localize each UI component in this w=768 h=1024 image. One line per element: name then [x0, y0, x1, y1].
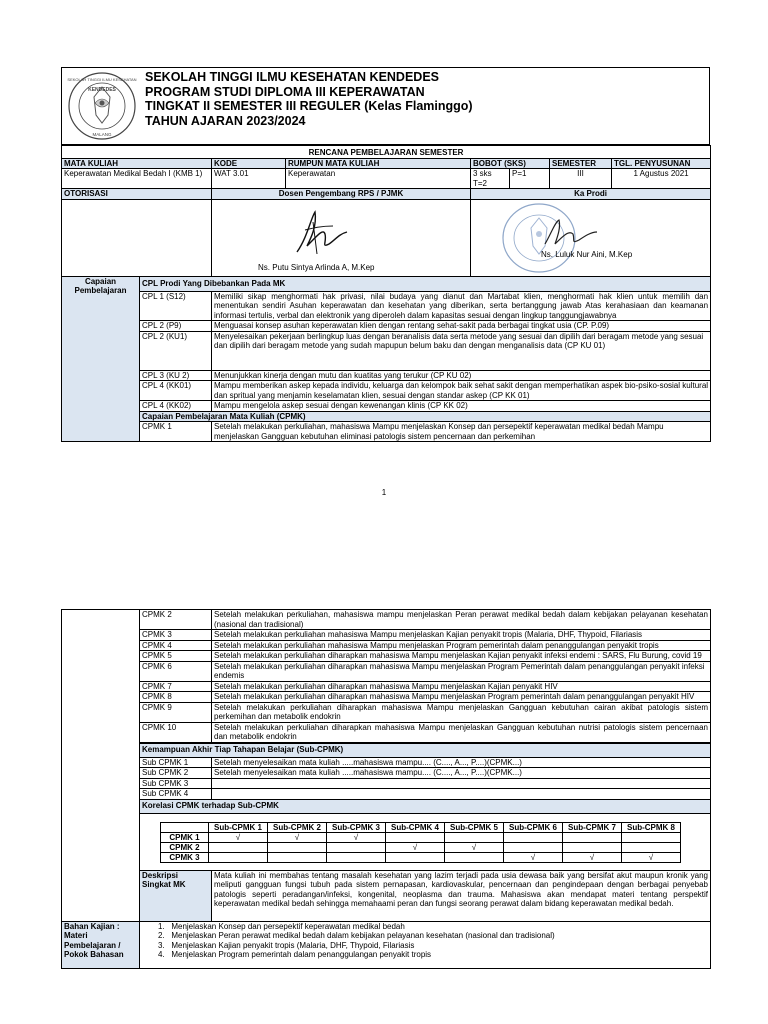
korelasi-row — [161, 832, 681, 842]
korelasi-col-header: Sub-CPMK 4 — [386, 822, 445, 832]
subcpmk-text: Setelah menyelesaikan mata kuliah .....mahasiswa mampu.... (C...., A..., P....)(CPMK...) — [212, 757, 711, 768]
cpmk-text: Setelah melakukan perkuliahan mahasiswa Mampu menjelaskan Kajian penyakit tropis (Malaria, DHF, Thypoid, Filariasis — [212, 630, 711, 641]
cpmk-row — [62, 702, 711, 722]
rps-page-2 — [61, 609, 710, 969]
bahan-label: Bahan Kajian : Materi Pembelajaran / Pokok Bahasan — [62, 921, 140, 968]
page-number: 1 — [381, 488, 387, 497]
korelasi-col-header: Sub-CPMK 2 — [268, 822, 327, 832]
kaprodi-signature-cell — [471, 199, 711, 276]
korelasi-cell-value — [386, 832, 445, 842]
course-semester: III — [550, 169, 612, 189]
cpmk-text: Setelah melakukan perkuliahan diharapkan mahasiswa Mampu menjelaskan Kajian penyakit HIV — [212, 681, 711, 692]
subcpmk-code: Sub CPMK 4 — [140, 789, 212, 800]
cpmk-row — [62, 651, 711, 662]
subcpmk-header: Kemampuan Akhir Tiap Tahapan Belajar (Sub-CPMK) — [140, 743, 711, 757]
cpl-text: Memiliki sikap menghormati hak privasi, nilai budaya yang dianut dan Martabat klien, menghormati hak klien untuk memilih dan menentukan sendiri Asuhan keperawatan dan kesehatan yang diberikan, serta bertanggung jawab Atas kerahasiaan dan keamanan informasi tertulis, verbal dan elektronik yang diperoleh dalam kapasitas sesuai dengan lingkup tanggungjawabnya — [212, 291, 711, 321]
cpmk-header: Capaian Pembelajaran Mata Kuliah (CPMK) — [140, 411, 711, 422]
subcpmk-text — [212, 778, 711, 789]
korelasi-cell-value — [622, 842, 681, 852]
cpmk-code: CPMK 9 — [140, 702, 212, 722]
course-name: Keperawatan Medikal Bedah I (KMB 1) — [62, 169, 212, 189]
course-p-value: P=1 — [510, 169, 550, 189]
deskripsi-label: Deskripsi Singkat MK — [140, 870, 212, 921]
cpl-text: Mampu memberikan askep kepada individu, keluarga dan kelompok baik sehat sakit dengan memperhatikan aspek bio-psiko-sosial kultural dan spritual yang menjamin keselamatan klien, sesuai dengan standar askep (CP KK 01) — [212, 381, 711, 401]
cpmk-text: Setelah melakukan perkuliahan mahasiswa Mampu menjelaskan Program pemerintah dalam penanggulangan penyakit tropis — [212, 640, 711, 651]
korelasi-header: Korelasi CPMK terhadap Sub-CPMK — [140, 799, 711, 813]
institution-title — [142, 68, 710, 145]
cpl-code: CPL 2 (P9) — [140, 321, 212, 332]
cpl-code: CPL 4 (KK01) — [140, 381, 212, 401]
korelasi-cell-value — [563, 842, 622, 852]
cpmk-row — [62, 692, 711, 703]
korelasi-cell-value — [504, 832, 563, 842]
col-kode: KODE — [212, 158, 286, 169]
col-mata-kuliah: MATA KULIAH — [62, 158, 212, 169]
header-line-1: SEKOLAH TINGGI ILMU KESEHATAN KENDEDES — [145, 70, 439, 84]
korelasi-cell-value — [327, 852, 386, 862]
korelasi-matrix — [160, 822, 681, 863]
bahan-item-text: Menjelaskan Program pemerintah dalam penanggulangan penyakit tropis — [171, 950, 432, 959]
subcpmk-text: Setelah menyelesaikan mata kuliah .....mahasiswa mampu.... (C...., A..., P....)(CPMK...) — [212, 768, 711, 779]
korelasi-row-label: CPMK 3 — [161, 852, 209, 862]
cpl-row — [62, 381, 711, 401]
korelasi-cell-value — [445, 852, 504, 862]
cpmk-code: CPMK 5 — [140, 651, 212, 662]
col-semester: SEMESTER — [550, 158, 612, 169]
dosen-signature-cell — [212, 199, 471, 276]
cpl-row — [62, 401, 711, 412]
deskripsi-text: Mata kuliah ini membahas tentang masalah kesehatan yang lazim terjadi pada usia dewasa baik yang bersifat akut maupun kronik yang meliputi gangguan fungsi tubuh pada sistem pernapasan, kardiovaskular, pencernaan dan pengindераan dengan berbagai penyebab patologis seperti peradangan/infeksi, kongenital, neoplasma dan trauma. Mahasiswa akan mendapat materi tentang perspektif keperawatan medikal bedah sehingga memahaami peran dan fungsi seorang perawat dalam bidang keperawatan medikal bedah. — [212, 870, 711, 921]
cpl-text: Menguasai konsep asuhan keperawatan klien dengan rentang sehat-sakit pada berbagai tingkat usia (CP. P.09) — [212, 321, 711, 332]
korelasi-cell-value: √ — [445, 842, 504, 852]
course-sks — [471, 169, 510, 189]
cpmk-text: Setelah melakukan perkuliahan diharapkan mahasiswa Mampu menjelaskan Gangguan kebutuhan cairan akibat patologis sistem perkemihan dan metabolik endokrin — [212, 702, 711, 722]
col-bobot: BOBOT (SKS) — [471, 158, 550, 169]
course-rumpun: Keperawatan — [286, 169, 471, 189]
korelasi-col-header: Sub-CPMK 6 — [504, 822, 563, 832]
dosen-signature — [277, 208, 357, 260]
korelasi-col-header: Sub-CPMK 1 — [209, 822, 268, 832]
korelasi-cell-value — [504, 842, 563, 852]
stikes-kendedes-logo — [67, 71, 137, 141]
cpmk-code: CPMK 10 — [140, 722, 212, 742]
header-line-3: TINGKAT II SEMESTER III REGULER (Kelas Flaminggo) — [145, 99, 473, 113]
subcpmk-code: Sub CPMK 2 — [140, 768, 212, 779]
institution-header — [61, 67, 710, 145]
cpmk-code: CPMK 2 — [140, 610, 212, 630]
korelasi-cell-value — [209, 842, 268, 852]
rps-main-table — [61, 145, 711, 442]
cpmk-text: Setelah melakukan perkuliahan diharapkan mahasiswa Mampu menjelaskan Kajian penyakit infeksi endemi : SARS, Flu Burung, covid 19 — [212, 651, 711, 662]
dosen-name: Ns. Putu Sintya Arlinda A, M.Kep — [258, 262, 375, 272]
bahan-item-text: Menjelaskan Konsep dan persepektif keperawatan medikal bedah — [171, 921, 405, 931]
bahan-item-text: Menjelaskan Kajian penyakit tropis (Malaria, DHF, Thypoid, Filariasis — [171, 940, 415, 950]
rps-title: RENCANA PEMBELAJARAN SEMESTER — [62, 146, 711, 159]
bahan-list-cell — [140, 921, 711, 968]
korelasi-col-header: Sub-CPMK 8 — [622, 822, 681, 832]
cpmk-code: CPMK 1 — [140, 422, 212, 442]
cpmk-row — [62, 610, 711, 630]
cpmk-code: CPMK 3 — [140, 630, 212, 641]
korelasi-corner — [161, 822, 209, 832]
cpl-row — [62, 291, 711, 321]
korelasi-cell-value: √ — [563, 852, 622, 862]
korelasi-cell-value: √ — [386, 842, 445, 852]
subcpmk-row — [62, 757, 711, 768]
logo-name-text: KENDEDES — [88, 87, 116, 93]
subcpmk-code: Sub CPMK 3 — [140, 778, 212, 789]
korelasi-cell-value: √ — [268, 832, 327, 842]
korelasi-col-header: Sub-CPMK 7 — [563, 822, 622, 832]
cpmk-text: Setelah melakukan perkuliahan diharapkan mahasiswa Mampu menjelaskan Program pemerintah dalam penanggulangan penyakit HIV — [212, 692, 711, 703]
korelasi-cell-value: √ — [504, 852, 563, 862]
korelasi-cell-value — [563, 832, 622, 842]
dosen-label: Dosen Pengembang RPS / PJMK — [212, 189, 471, 200]
korelasi-cell-value: √ — [209, 832, 268, 842]
cpmk-text: Setelah melakukan perkuliahan, mahasiswa mampu menjelaskan Peran perawat medikal bedah dalam kebijakan pelayanan kesehatan (nasional dan tradisional) — [212, 610, 711, 630]
cpmk-row — [62, 630, 711, 641]
cpl-header: CPL Prodi Yang Dibebankan Pada MK — [140, 276, 711, 291]
cpmk-row — [62, 640, 711, 651]
subcpmk-code: Sub CPMK 1 — [140, 757, 212, 768]
cpl-text: Menyelesaikan pekerjaan berlingkup luas dengan beranalisis data serta metode yang sesuai dan dipilih dari beragam metode yang sesuai dan dipilih dari beragam metode yang sudah mapupun belum baku dan dengan menganalisis data (CP KU 01) — [212, 331, 711, 370]
cpl-code: CPL 4 (KK02) — [140, 401, 212, 412]
cpl-text: Mampu mengelola askep sesuai dengan kewenangan klinis (CP KK 02) — [212, 401, 711, 412]
korelasi-cell-value: √ — [327, 832, 386, 842]
col-tgl: TGL. PENYUSUNAN — [612, 158, 711, 169]
cpl-row — [62, 321, 711, 332]
bahan-item: 2. Menjelaskan Peran perawat medikal bedah dalam kebijakan pelayanan kesehatan (nasional dan tradisional) — [158, 931, 555, 940]
subcpmk-text — [212, 789, 711, 800]
cpl-row — [62, 331, 711, 370]
logo-bottom-text: MALANG — [92, 132, 112, 137]
korelasi-cell-value — [445, 832, 504, 842]
cpmk-text: Setelah melakukan perkuliahan diharapkan mahasiswa Mampu menjelaskan Program Pemerintah dalam penanggulangan penyakit infeksi endemis — [212, 661, 711, 681]
korelasi-cell-value — [386, 852, 445, 862]
cpmk-code: CPMK 8 — [140, 692, 212, 703]
cpl-code: CPL 2 (KU1) — [140, 331, 212, 370]
korelasi-row — [161, 852, 681, 862]
kaprodi-label: Ka Prodi — [471, 189, 711, 200]
logo-top-text: SEKOLAH TINGGI ILMU KESEHATAN — [67, 77, 137, 82]
korelasi-cell — [140, 813, 711, 870]
otorisasi-label: OTORISASI — [62, 189, 212, 200]
korelasi-col-header: Sub-CPMK 3 — [327, 822, 386, 832]
korelasi-row — [161, 842, 681, 852]
cpl-code: CPL 1 (S12) — [140, 291, 212, 321]
korelasi-cell-value: √ — [622, 852, 681, 862]
col-rumpun: RUMPUN MATA KULIAH — [286, 158, 471, 169]
cpmk-code: CPMK 7 — [140, 681, 212, 692]
course-t-value: T=2 — [473, 178, 488, 188]
bahan-item: 4. Menjelaskan Program pemerintah dalam penanggulangan penyakit tropis — [158, 950, 432, 959]
cpl-row — [62, 370, 711, 381]
cpmk-code: CPMK 4 — [140, 640, 212, 651]
cpmk-row — [62, 722, 711, 742]
korelasi-cell-value — [209, 852, 268, 862]
cpmk-text: Setelah melakukan perkuliahan, mahasiswa Mampu menjelaskan Konsep dan persepektif keperawatan medikal bedah Mampu menjelaskan Gangguan kebutuhan eliminasi patologis sistem pencernaan dan perkemihan — [212, 422, 711, 442]
bahan-item-text: Menjelaskan Peran perawat medikal bedah dalam kebijakan pelayanan kesehatan (nasional dan tradisional) — [171, 931, 555, 940]
subcpmk-row — [62, 768, 711, 779]
course-kode: WAT 3.01 — [212, 169, 286, 189]
otorisasi-blank — [62, 199, 212, 276]
rps-continued-table — [61, 609, 711, 969]
rps-page-1 — [61, 67, 710, 442]
bahan-item: 3. Menjelaskan Kajian penyakit tropis (Malaria, DHF, Thypoid, Filariasis — [158, 940, 415, 950]
cpmk-row — [62, 661, 711, 681]
korelasi-row-label: CPMK 1 — [161, 832, 209, 842]
subcpmk-row — [62, 789, 711, 800]
korelasi-cell-value — [327, 842, 386, 852]
korelasi-cell-value — [622, 832, 681, 842]
cpmk-text: Setelah melakukan perkuliahan diharapkan mahasiswa Mampu menjelaskan Gangguan kebutuhan nutrisi patologis sistem pencernaan dan metabolik endokrin — [212, 722, 711, 742]
kaprodi-signature — [541, 214, 601, 254]
header-line-4: TAHUN AJARAN 2023/2024 — [145, 113, 306, 128]
subcpmk-row — [62, 778, 711, 789]
course-tgl: 1 Agustus 2021 — [612, 169, 711, 189]
capaian-label: Capaian Pembelajaran — [62, 276, 140, 442]
cpmk-row — [62, 681, 711, 692]
korelasi-col-header: Sub-CPMK 5 — [445, 822, 504, 832]
kaprodi-name: Ns. Luluk Nur Aini, M.Kep — [541, 249, 633, 259]
cpmk-row — [62, 422, 711, 442]
left-blank — [62, 610, 140, 922]
cpl-text: Menunjukkan kinerja dengan mutu dan kuatitas yang terukur (CP KU 02) — [212, 370, 711, 381]
cpmk-code: CPMK 6 — [140, 661, 212, 681]
korelasi-cell-value — [268, 842, 327, 852]
cpl-code: CPL 3 (KU 2) — [140, 370, 212, 381]
bahan-item: 1. Menjelaskan Konsep dan persepektif keperawatan medikal bedah — [158, 921, 405, 931]
header-line-2: PROGRAM STUDI DIPLOMA III KEPERAWATAN — [145, 84, 425, 99]
korelasi-row-label: CPMK 2 — [161, 842, 209, 852]
logo-cell — [62, 68, 143, 145]
korelasi-cell-value — [268, 852, 327, 862]
course-sks-value: 3 sks — [473, 169, 492, 178]
